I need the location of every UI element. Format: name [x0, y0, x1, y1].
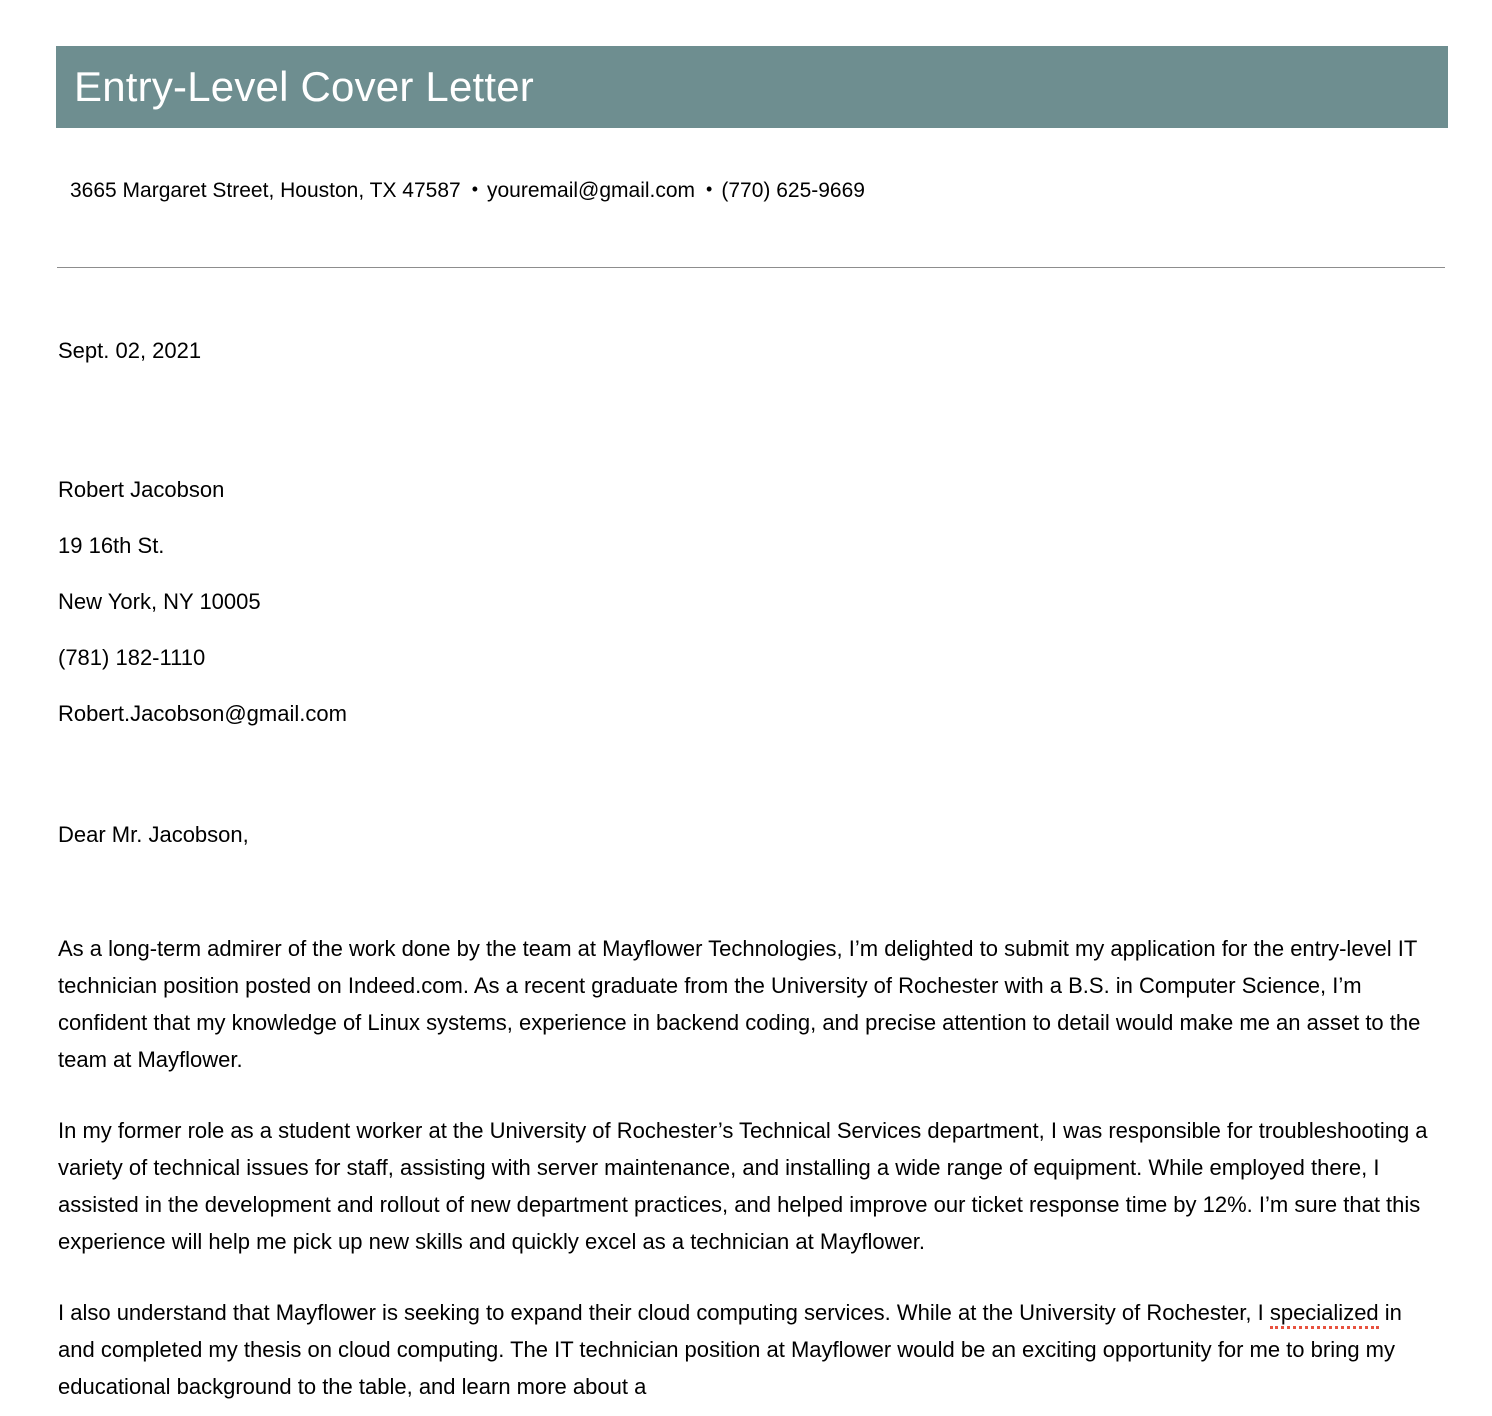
header-divider — [57, 267, 1445, 268]
body-paragraph-2: In my former role as a student worker at the University of Rochester’s Technical Services department, I was responsible for troubleshooting a variety of technical issues for staff, assisting with server maintenance, and installing a wide range of equipment. While employed there, I assisted in the development and rollout of new department practices, and helped improve our ticket response time by 12%. I’m sure that this experience will help me pick up new skills and quickly excel as a technician at Mayflower. — [58, 1118, 1428, 1254]
paragraph-3-text-after: in and completed my thesis on cloud computing. The IT technician position at Mayflower would be an exciting opportunity for me to bring my educational background to the table, and learn more about a — [58, 1300, 1402, 1399]
recipient-city-state-zip: New York, NY 10005 — [58, 589, 261, 614]
letter-date: Sept. 02, 2021 — [58, 338, 202, 363]
sender-phone: (770) 625-9669 — [721, 179, 865, 202]
body-paragraph-1: As a long-term admirer of the work done by the team at Mayflower Technologies, I’m delighted to submit my application for the entry-level IT technician position posted on Indeed.com. As a recent graduate from the University of Rochester with a B.S. in Computer Science, I’m confident that my knowledge of Linux systems, experience in backend coding, and precise attention to detail would make me an asset to the team at Mayflower. — [58, 936, 1421, 1072]
paragraph-3-text-before: I also understand that Mayflower is seeking to expand their cloud computing services. While at the University of Rochester, I — [58, 1300, 1270, 1325]
page-title: Entry-Level Cover Letter — [74, 63, 534, 110]
spellcheck-misspelled-word[interactable]: specialized — [1270, 1300, 1379, 1329]
recipient-block — [58, 462, 1433, 742]
body-paragraph-3 — [58, 1294, 1433, 1405]
contact-separator-icon: • — [471, 179, 478, 199]
sender-email: youremail@gmail.com — [487, 179, 696, 202]
letter-body — [58, 336, 1433, 1416]
recipient-name: Robert Jacobson — [58, 477, 225, 502]
sender-address: 3665 Margaret Street, Houston, TX 47587 — [70, 179, 461, 202]
contact-separator-icon: • — [706, 179, 713, 199]
recipient-street: 19 16th St. — [58, 533, 165, 558]
recipient-email: Robert.Jacobson@gmail.com — [58, 701, 347, 726]
document-header-banner — [56, 46, 1448, 128]
recipient-phone: (781) 182-1110 — [58, 645, 206, 670]
sender-contact-line — [70, 174, 865, 206]
salutation: Dear Mr. Jacobson, — [58, 822, 249, 847]
